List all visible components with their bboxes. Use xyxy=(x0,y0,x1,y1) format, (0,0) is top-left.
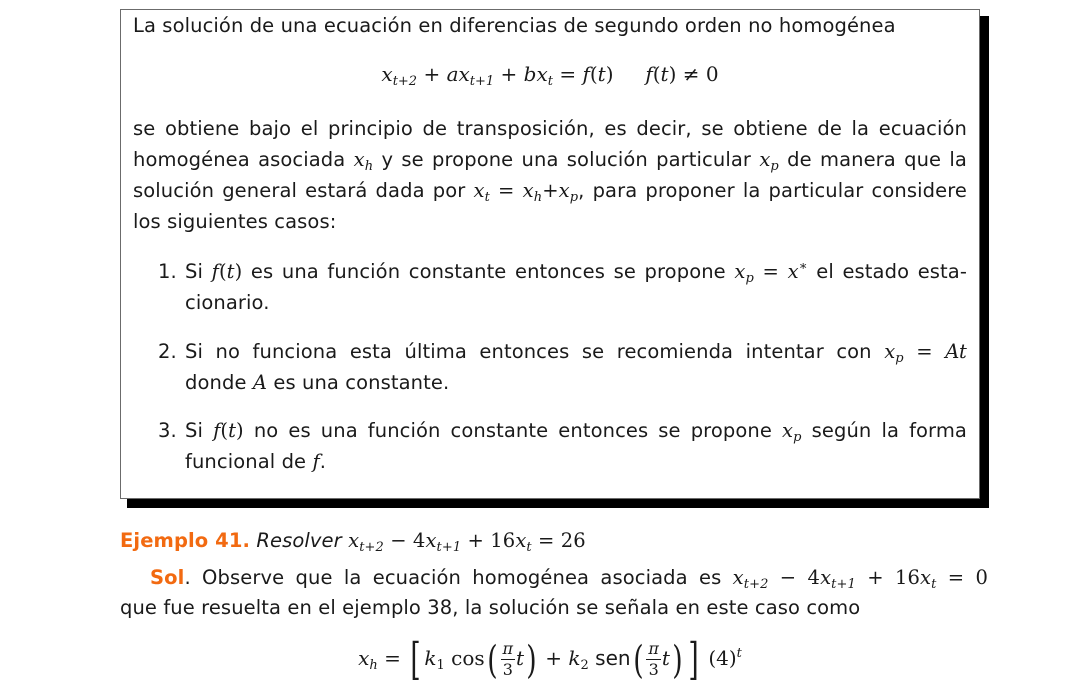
case-1-line-1: Si f(t) es una función constante entonces se propone $x_p = x^∗$ el estado esta- xyxy=(185,259,967,286)
para-line-1: se obtiene bajo el principio de transposición, es decir, se obtiene de la ecuación xyxy=(133,117,967,140)
case-1-line-2: cionario. xyxy=(185,291,270,314)
solution-line-2: que fue resuelta en el ejemplo 38, la solución se señala en este caso como xyxy=(120,596,861,619)
case-3-line-2: funcional de f. xyxy=(185,450,327,473)
para-line-4: los siguientes casos: xyxy=(133,210,337,233)
example-label: Ejemplo 41. xyxy=(120,529,251,552)
final-equation: $x_h$ = [ $k_1$ cos( $\frac{\pi}{3}$ $t) + k_2$ sen( $\frac{\pi}{3}$ t) ] $(4)^t$ xyxy=(358,633,742,685)
display-equation: $x_{t+2} + ax_{t+1} + bx_t = f(t)$ f(t) ≠ 0 xyxy=(381,62,719,89)
para-line-2: homogénea asociada $x_h$ y se propone una solución particular $x_p$ de manera que la xyxy=(133,148,967,174)
sol-label: Sol xyxy=(150,566,185,589)
para-line-3: solución general estará dada por $x_t = x_h+x_p$, para proponer la particular considere xyxy=(133,179,967,205)
case-2-line-2: donde A es una constante. xyxy=(185,371,450,394)
list-item xyxy=(133,415,967,477)
case-2-line-1: Si no funciona esta última entonces se recomienda intentar con $x_p = At$ xyxy=(185,340,967,366)
box-intro: La solución de una ecuación en diferencias de segundo orden no homogénea xyxy=(133,14,896,37)
list-item xyxy=(133,256,967,318)
list-number: 3. xyxy=(158,419,177,442)
solution-line-1: Sol. Observe que la ecuación homogénea asociada es $x_{t+2} - 4x_{t+1} + 16x_t = 0$ xyxy=(150,566,988,592)
list-number: 1. xyxy=(158,260,177,283)
example-heading: Ejemplo 41. Resolver $x_{t+2} - 4x_{t+1} + 16x_t = 26$ xyxy=(120,529,586,555)
example-resolver: Resolver xyxy=(256,529,342,552)
box-paragraph xyxy=(133,113,967,237)
theorem-box xyxy=(120,9,980,499)
case-3-line-1: Si f(t) no es una función constante entonces se propone $x_p$ según la forma xyxy=(185,419,967,445)
list-item xyxy=(133,336,967,398)
list-number: 2. xyxy=(158,340,177,363)
